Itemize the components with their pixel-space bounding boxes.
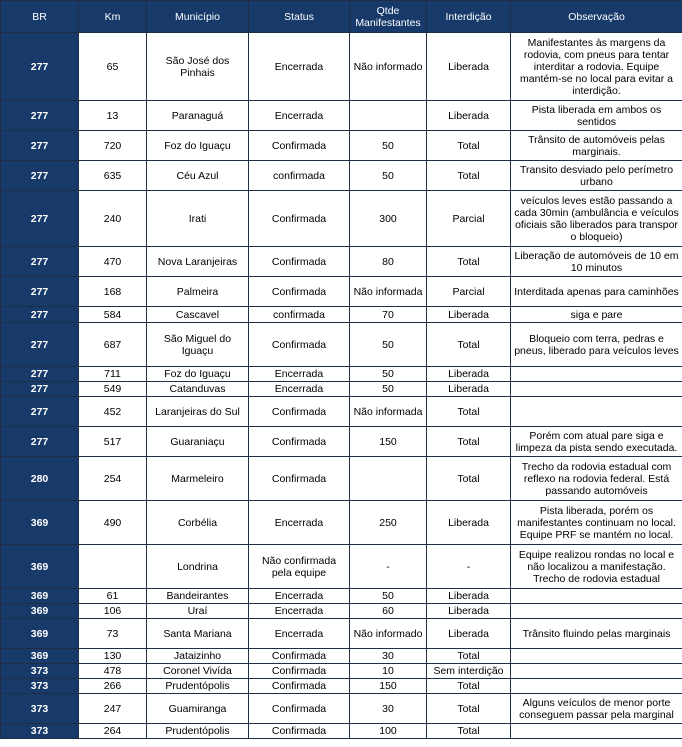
cell-km: 490 <box>79 501 147 545</box>
table-row <box>1 589 682 604</box>
cell-status: Confirmada <box>249 664 350 679</box>
cell-municipio: Foz do Iguaçu <box>147 367 249 382</box>
table-row <box>1 247 682 277</box>
cell-interdicao: Liberada <box>427 501 511 545</box>
cell-municipio: Coronel Vivída <box>147 664 249 679</box>
cell-observacao: Trânsito de automóveis pelas marginais. <box>511 131 682 161</box>
cell-br: 277 <box>1 382 79 397</box>
cell-municipio: Uraí <box>147 604 249 619</box>
header-status: Status <box>249 1 350 33</box>
cell-status: Encerrada <box>249 604 350 619</box>
cell-status: Não confirmada pela equipe <box>249 545 350 589</box>
cell-municipio: Laranjeiras do Sul <box>147 397 249 427</box>
table-row <box>1 501 682 545</box>
cell-km: 478 <box>79 664 147 679</box>
cell-interdicao: Parcial <box>427 191 511 247</box>
cell-interdicao: - <box>427 545 511 589</box>
cell-qtde: Não informado <box>350 33 427 101</box>
cell-km: 106 <box>79 604 147 619</box>
header-observacao: Observação <box>511 1 682 33</box>
table-row <box>1 323 682 367</box>
cell-br: 373 <box>1 679 79 694</box>
cell-observacao <box>511 679 682 694</box>
cell-status: Confirmada <box>249 724 350 739</box>
cell-br: 277 <box>1 161 79 191</box>
cell-br: 277 <box>1 33 79 101</box>
table-row <box>1 724 682 739</box>
table-row <box>1 397 682 427</box>
cell-status: Confirmada <box>249 457 350 501</box>
table-row <box>1 619 682 649</box>
cell-br: 277 <box>1 247 79 277</box>
cell-km: 452 <box>79 397 147 427</box>
cell-status: Confirmada <box>249 679 350 694</box>
cell-status: Encerrada <box>249 367 350 382</box>
cell-interdicao: Liberada <box>427 382 511 397</box>
cell-observacao: Pista liberada, porém os manifestantes continuam no local. Equipe PRF se mantém no local. <box>511 501 682 545</box>
cell-interdicao: Total <box>427 679 511 694</box>
cell-qtde: 150 <box>350 427 427 457</box>
cell-km: 13 <box>79 101 147 131</box>
cell-municipio: Cascavel <box>147 307 249 323</box>
cell-interdicao: Liberada <box>427 604 511 619</box>
table-row <box>1 649 682 664</box>
cell-br: 369 <box>1 589 79 604</box>
cell-observacao <box>511 397 682 427</box>
cell-status: Confirmada <box>249 191 350 247</box>
cell-status: Encerrada <box>249 619 350 649</box>
cell-km: 517 <box>79 427 147 457</box>
table-row <box>1 545 682 589</box>
cell-qtde: 50 <box>350 161 427 191</box>
table-row <box>1 33 682 101</box>
header-br: BR <box>1 1 79 33</box>
cell-municipio: Jataizinho <box>147 649 249 664</box>
cell-qtde: 10 <box>350 664 427 679</box>
cell-qtde: 150 <box>350 679 427 694</box>
cell-status: Encerrada <box>249 589 350 604</box>
cell-interdicao: Total <box>427 161 511 191</box>
cell-interdicao: Liberada <box>427 101 511 131</box>
cell-qtde <box>350 457 427 501</box>
cell-observacao <box>511 649 682 664</box>
cell-interdicao: Liberada <box>427 33 511 101</box>
cell-status: Confirmada <box>249 649 350 664</box>
cell-qtde: 300 <box>350 191 427 247</box>
table-body <box>1 33 682 739</box>
cell-municipio: Guaraniaçu <box>147 427 249 457</box>
cell-status: Confirmada <box>249 247 350 277</box>
cell-interdicao: Total <box>427 323 511 367</box>
header-qtde-manifestantes: Qtde Manifestantes <box>350 1 427 33</box>
cell-km: 240 <box>79 191 147 247</box>
cell-interdicao: Liberada <box>427 307 511 323</box>
cell-km: 61 <box>79 589 147 604</box>
cell-qtde: Não informado <box>350 619 427 649</box>
cell-br: 373 <box>1 664 79 679</box>
cell-municipio: Guamiranga <box>147 694 249 724</box>
cell-status: Confirmada <box>249 694 350 724</box>
cell-br: 277 <box>1 101 79 131</box>
cell-status: Confirmada <box>249 427 350 457</box>
cell-interdicao: Total <box>427 457 511 501</box>
cell-interdicao: Parcial <box>427 277 511 307</box>
cell-status: Confirmada <box>249 323 350 367</box>
cell-municipio: Foz do Iguaçu <box>147 131 249 161</box>
cell-br: 277 <box>1 131 79 161</box>
cell-observacao: Alguns veículos de menor porte conseguem passar pela marginal <box>511 694 682 724</box>
cell-interdicao: Total <box>427 694 511 724</box>
cell-municipio: Paranaguá <box>147 101 249 131</box>
cell-municipio: Prudentópolis <box>147 679 249 694</box>
cell-qtde: 30 <box>350 694 427 724</box>
cell-observacao: Liberação de automóveis de 10 em 10 minutos <box>511 247 682 277</box>
cell-status: confirmada <box>249 307 350 323</box>
cell-km: 247 <box>79 694 147 724</box>
cell-observacao: Trânsito fluindo pelas marginais <box>511 619 682 649</box>
table-row <box>1 161 682 191</box>
cell-status: Encerrada <box>249 501 350 545</box>
cell-br: 277 <box>1 427 79 457</box>
cell-br: 280 <box>1 457 79 501</box>
cell-qtde: Não informada <box>350 397 427 427</box>
cell-status: confirmada <box>249 161 350 191</box>
cell-status: Encerrada <box>249 382 350 397</box>
cell-qtde: 50 <box>350 589 427 604</box>
cell-br: 277 <box>1 397 79 427</box>
cell-interdicao: Total <box>427 131 511 161</box>
cell-br: 369 <box>1 619 79 649</box>
cell-qtde: 50 <box>350 323 427 367</box>
cell-br: 373 <box>1 724 79 739</box>
cell-qtde: 30 <box>350 649 427 664</box>
cell-qtde <box>350 101 427 131</box>
cell-interdicao: Total <box>427 649 511 664</box>
cell-observacao: Equipe realizou rondas no local e não localizou a manifestação. Trecho de rodovia estadual <box>511 545 682 589</box>
header-km: Km <box>79 1 147 33</box>
cell-qtde: 50 <box>350 382 427 397</box>
cell-km: 73 <box>79 619 147 649</box>
cell-km: 264 <box>79 724 147 739</box>
cell-km: 549 <box>79 382 147 397</box>
cell-qtde: 100 <box>350 724 427 739</box>
cell-observacao: veículos leves estão passando a cada 30min (ambulância e veículos oficiais são liberados para transpor o bloqueio) <box>511 191 682 247</box>
cell-status: Confirmada <box>249 397 350 427</box>
cell-qtde: Não informada <box>350 277 427 307</box>
table-row <box>1 307 682 323</box>
table-row <box>1 427 682 457</box>
cell-observacao: Interditada apenas para caminhões <box>511 277 682 307</box>
cell-br: 373 <box>1 694 79 724</box>
cell-observacao <box>511 664 682 679</box>
cell-municipio: São José dos Pinhais <box>147 33 249 101</box>
cell-br: 369 <box>1 501 79 545</box>
cell-interdicao: Total <box>427 724 511 739</box>
cell-km: 254 <box>79 457 147 501</box>
cell-km: 687 <box>79 323 147 367</box>
cell-km: 130 <box>79 649 147 664</box>
cell-municipio: Catanduvas <box>147 382 249 397</box>
cell-br: 277 <box>1 277 79 307</box>
cell-observacao: Manifestantes às margens da rodovia, com pneus para tentar interditar a rodovia. Equipe mantém-se no local para evitar a interdição. <box>511 33 682 101</box>
cell-km: 65 <box>79 33 147 101</box>
cell-municipio: Corbélia <box>147 501 249 545</box>
header-municipio: Município <box>147 1 249 33</box>
cell-br: 369 <box>1 649 79 664</box>
table-row <box>1 382 682 397</box>
cell-status: Confirmada <box>249 131 350 161</box>
cell-qtde: 80 <box>350 247 427 277</box>
cell-km <box>79 545 147 589</box>
cell-observacao: Bloqueio com terra, pedras e pneus, liberado para veículos leves <box>511 323 682 367</box>
cell-qtde: 60 <box>350 604 427 619</box>
cell-km: 266 <box>79 679 147 694</box>
cell-observacao: Porém com atual pare siga e limpeza da pista sendo executada. <box>511 427 682 457</box>
cell-br: 277 <box>1 307 79 323</box>
table-row <box>1 191 682 247</box>
cell-qtde: - <box>350 545 427 589</box>
cell-qtde: 50 <box>350 131 427 161</box>
cell-interdicao: Liberada <box>427 619 511 649</box>
cell-km: 584 <box>79 307 147 323</box>
cell-observacao <box>511 367 682 382</box>
cell-municipio: Marmeleiro <box>147 457 249 501</box>
cell-municipio: Londrina <box>147 545 249 589</box>
cell-observacao: Transito desviado pelo perímetro urbano <box>511 161 682 191</box>
cell-status: Encerrada <box>249 33 350 101</box>
cell-km: 635 <box>79 161 147 191</box>
cell-qtde: 250 <box>350 501 427 545</box>
table-row <box>1 457 682 501</box>
table-row <box>1 277 682 307</box>
cell-km: 720 <box>79 131 147 161</box>
cell-municipio: Nova Laranjeiras <box>147 247 249 277</box>
cell-interdicao: Total <box>427 247 511 277</box>
cell-municipio: Prudentópolis <box>147 724 249 739</box>
cell-observacao: Pista liberada em ambos os sentidos <box>511 101 682 131</box>
cell-interdicao: Total <box>427 397 511 427</box>
cell-municipio: Céu Azul <box>147 161 249 191</box>
cell-interdicao: Total <box>427 427 511 457</box>
cell-municipio: Irati <box>147 191 249 247</box>
cell-municipio: Palmeira <box>147 277 249 307</box>
table-header-row <box>1 1 682 33</box>
cell-km: 168 <box>79 277 147 307</box>
cell-status: Encerrada <box>249 101 350 131</box>
cell-km: 470 <box>79 247 147 277</box>
cell-qtde: 70 <box>350 307 427 323</box>
table-row <box>1 131 682 161</box>
table-row <box>1 604 682 619</box>
cell-observacao: siga e pare <box>511 307 682 323</box>
cell-observacao: Trecho da rodovia estadual com reflexo na rodovia federal. Está passando automóveis <box>511 457 682 501</box>
cell-br: 277 <box>1 323 79 367</box>
table-row <box>1 694 682 724</box>
cell-municipio: Bandeirantes <box>147 589 249 604</box>
cell-br: 277 <box>1 191 79 247</box>
cell-observacao <box>511 604 682 619</box>
cell-br: 369 <box>1 604 79 619</box>
cell-municipio: São Miguel do Iguaçu <box>147 323 249 367</box>
cell-br: 277 <box>1 367 79 382</box>
table-row <box>1 367 682 382</box>
header-interdicao: Interdição <box>427 1 511 33</box>
cell-observacao <box>511 724 682 739</box>
table-row <box>1 679 682 694</box>
cell-municipio: Santa Mariana <box>147 619 249 649</box>
cell-interdicao: Sem interdição <box>427 664 511 679</box>
cell-qtde: 50 <box>350 367 427 382</box>
cell-observacao <box>511 382 682 397</box>
cell-br: 369 <box>1 545 79 589</box>
cell-km: 711 <box>79 367 147 382</box>
cell-interdicao: Liberada <box>427 589 511 604</box>
table-row <box>1 664 682 679</box>
cell-observacao <box>511 589 682 604</box>
cell-interdicao: Liberada <box>427 367 511 382</box>
cell-status: Confirmada <box>249 277 350 307</box>
table-row <box>1 101 682 131</box>
